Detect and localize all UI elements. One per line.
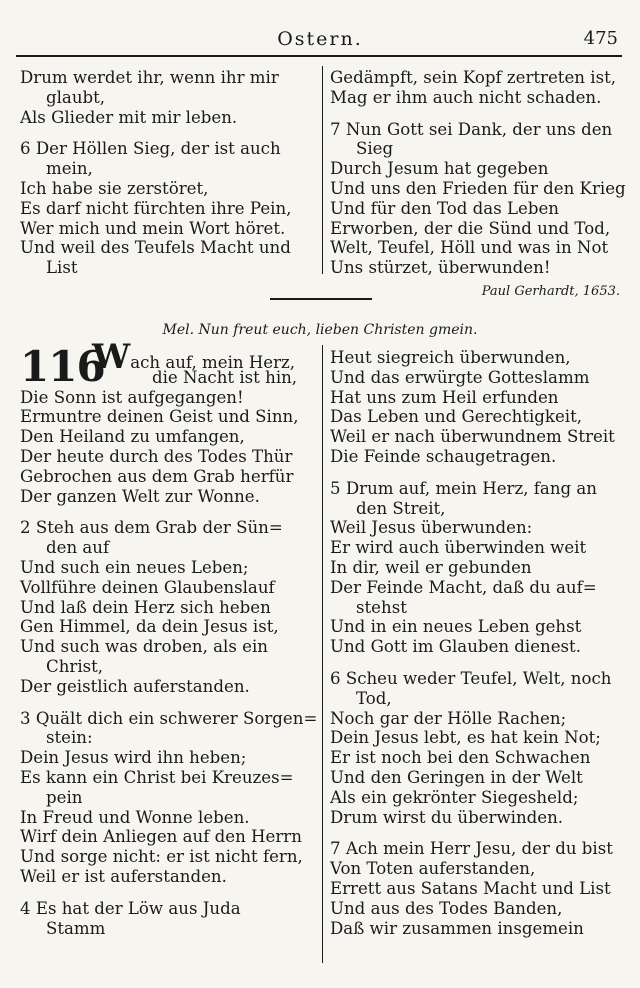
verse-line: Und laß dein Herz sich heben	[20, 597, 271, 617]
column-divider-bottom	[322, 345, 323, 963]
verse-line: Und aus des Todes Banden,	[330, 898, 563, 918]
verse-line: 4 Es hat der Löw aus Juda	[20, 898, 241, 918]
verse-line: die Nacht ist hin,	[152, 367, 298, 387]
verse-line: Sieg	[356, 139, 394, 159]
hymn-number: 116	[20, 342, 105, 391]
verse-line: pein	[46, 787, 83, 807]
section-divider-rule	[270, 298, 372, 300]
verse-line: Wirf dein Anliegen auf den Herrn	[20, 827, 302, 847]
verse-line: 5 Drum auf, mein Herz, fang an	[330, 478, 597, 498]
verse-line: Weil Jesus überwunden:	[330, 518, 533, 538]
prev-verse-6	[20, 139, 316, 278]
verse-4	[20, 899, 316, 939]
verse-line: Gen Himmel, da dein Jesus ist,	[20, 617, 279, 637]
hymn-left-column	[20, 337, 318, 950]
hymn-author: Paul Gerhardt, 1653.	[481, 283, 620, 299]
verse-line: Das Leben und Gerechtigkeit,	[330, 407, 583, 427]
verse-line: Weil er nach überwundnem Streit	[330, 427, 615, 447]
prev-verse-7	[330, 120, 624, 278]
verse-line: Uns stürzet, überwunden!	[330, 258, 551, 278]
verse-line: Der heute durch des Todes Thür	[20, 446, 293, 466]
verse-line: Als Glieder mit mir leben.	[20, 107, 238, 127]
verse-line: mein,	[46, 159, 93, 179]
prev-verse-continuation-right	[330, 68, 624, 108]
verse-line: Dein Jesus wird ihn heben;	[20, 748, 247, 768]
verse-line: Durch Jesum hat gegeben	[330, 159, 549, 179]
prev-hymn-left-column	[20, 68, 316, 290]
verse-line: stein:	[46, 728, 93, 748]
verse-line: List	[46, 258, 78, 278]
verse-line: 2 Steh aus dem Grab der Sün=	[20, 518, 283, 538]
verse-line: Und weil des Teufels Macht und	[20, 238, 291, 258]
verse-2	[20, 518, 316, 696]
verse-line: Heut siegreich überwunden,	[330, 348, 571, 367]
verse-line: Er wird auch überwinden weit	[330, 538, 587, 558]
verse-line: Erworben, der die Sünd und Tod,	[330, 218, 611, 238]
verse-line: Der Feinde Macht, daß du auf=	[330, 577, 597, 597]
verse-line: Und sorge nicht: er ist nicht fern,	[20, 847, 303, 867]
verse-line: Tod,	[356, 688, 392, 708]
verse-line: Dein Jesus lebt, es hat kein Not;	[330, 728, 601, 748]
verse-line: Weil er ist auferstanden.	[20, 866, 227, 886]
verse-line: Als ein gekrönter Siegesheld;	[330, 787, 579, 807]
verse-5	[330, 479, 624, 657]
verse-line: Und such was droben, als ein	[20, 637, 268, 657]
verse-line: 3 Quält dich ein schwerer Sorgen=	[20, 708, 318, 728]
header-rule	[16, 55, 622, 57]
verse-line: In dir, weil er gebunden	[330, 557, 532, 577]
verse-line: Er ist noch bei den Schwachen	[330, 748, 591, 768]
verse-line: Gebrochen aus dem Grab herfür	[20, 466, 294, 486]
verse-line: Vollführe deinen Glaubenslauf	[20, 577, 275, 597]
verse-line: 7 Nun Gott sei Dank, der uns den	[330, 119, 613, 139]
verse-line: Mag er ihm auch nicht schaden.	[330, 87, 602, 107]
verse-line: Den Heiland zu umfangen,	[20, 427, 245, 447]
verse-line: Und den Geringen in der Welt	[330, 767, 583, 787]
verse-line: Daß wir zusammen insgemein	[330, 918, 584, 938]
prev-verse-continuation	[20, 68, 316, 127]
verse-line: Hat uns zum Heil erfunden	[330, 387, 559, 407]
verse-line: Ermuntre deinen Geist und Sinn,	[20, 407, 299, 427]
column-divider-top	[322, 66, 323, 274]
verse-line: Stamm	[46, 918, 106, 938]
verse-1	[20, 337, 316, 506]
verse-line: Die Feinde schaugetragen.	[330, 446, 557, 466]
verse-line: Und Gott im Glauben dienest.	[330, 637, 582, 657]
verse-line: Und uns den Frieden für den Krieg	[330, 178, 626, 198]
first-line-rest: ach auf, mein Herz,	[130, 353, 296, 372]
verse-line: Welt, Teufel, Höll und was in Not	[330, 238, 609, 258]
verse-line: Die Sonn ist aufgegangen!	[20, 387, 244, 407]
verse-3	[20, 709, 316, 887]
verse-line: Drum werdet ihr, wenn ihr mir	[20, 68, 279, 87]
verse-line: In Freud und Wonne leben.	[20, 807, 250, 827]
verse-line: Gedämpft, sein Kopf zertreten ist,	[330, 68, 617, 87]
verse-line: 6 Der Höllen Sieg, der ist auch	[20, 139, 281, 159]
verse-line: 7 Ach mein Herr Jesu, der du bist	[330, 839, 613, 859]
verse-line: Noch gar der Hölle Rachen;	[330, 708, 567, 728]
running-header-title: Ostern.	[277, 28, 363, 50]
verse-line: glaubt,	[46, 87, 106, 107]
verse-line: Es darf nicht fürchten ihre Pein,	[20, 198, 292, 218]
verse-7	[330, 839, 624, 938]
verse-line: den Streit,	[356, 498, 446, 518]
melody-line: Mel. Nun freut euch, lieben Christen gmein.	[162, 322, 478, 338]
verse-line: stehst	[356, 597, 407, 617]
verse-line: Und für den Tod das Leben	[330, 198, 559, 218]
verse-line: Wer mich und mein Wort höret.	[20, 218, 286, 238]
page-number: 475	[583, 28, 618, 49]
verse-line: Der ganzen Welt zur Wonne.	[20, 486, 260, 506]
verse-line: Von Toten auferstanden,	[330, 859, 536, 879]
hymn-right-column	[330, 348, 624, 950]
verse-line: 6 Scheu weder Teufel, Welt, noch	[330, 668, 612, 688]
verse-line: Und in ein neues Leben gehst	[330, 617, 582, 637]
verse-line: Ich habe sie zerstöret,	[20, 178, 209, 198]
verse-line: Drum wirst du überwinden.	[330, 807, 564, 827]
drop-cap: W	[92, 337, 131, 377]
verse-line: den auf	[46, 538, 110, 558]
verse-line: Errett aus Satans Macht und List	[330, 878, 611, 898]
verse-line: Christ,	[46, 656, 104, 676]
verse-line: Es kann ein Christ bei Kreuzes=	[20, 767, 294, 787]
verse-line: Und das erwürgte Gotteslamm	[330, 367, 590, 387]
verse-line: Und such ein neues Leben;	[20, 557, 249, 577]
verse-6	[330, 669, 624, 827]
prev-hymn-right-column	[330, 68, 624, 302]
verse-4-continuation	[330, 348, 624, 467]
verse-line: Der geistlich auferstanden.	[20, 676, 250, 696]
